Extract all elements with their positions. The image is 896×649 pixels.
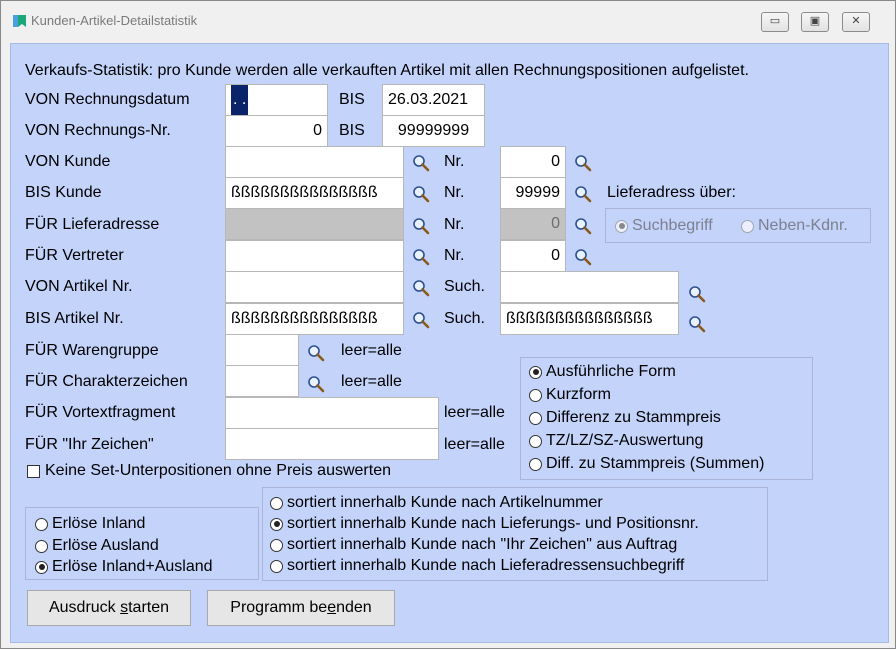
bis-kunde-label: BIS Kunde — [25, 184, 102, 201]
fuer-vertreter-nr-search-icon[interactable] — [574, 248, 592, 266]
von-kunde-input[interactable] — [225, 146, 404, 178]
radio-icon — [529, 458, 542, 471]
sort-option-ihr-zeichen[interactable]: sortiert innerhalb Kunde nach "Ihr Zeichen" aus Auftrag — [270, 535, 677, 555]
bis-artikel-nr-search-icon[interactable] — [412, 311, 430, 329]
format-option-diff-summen[interactable]: Diff. zu Stammpreis (Summen) — [529, 454, 764, 474]
fuer-lieferadresse-search-icon[interactable] — [412, 217, 430, 235]
fuer-lieferadresse-nr-input[interactable]: 0 — [500, 208, 566, 240]
bis-rechnungs-nr-label: BIS — [339, 122, 365, 139]
bis-artikel-such-input[interactable]: ßßßßßßßßßßßßßßß — [500, 303, 679, 335]
title-bar[interactable] — [1, 1, 895, 39]
fuer-lieferadresse-input[interactable] — [225, 208, 404, 240]
programm-beenden-button[interactable]: Programm beenden — [207, 590, 395, 626]
von-kunde-label: VON Kunde — [25, 153, 111, 170]
sort-option-lieferadressensuchbegriff[interactable]: sortiert innerhalb Kunde nach Lieferadressensuchbegriff — [270, 556, 684, 576]
format-option-ausfuehrliche-form[interactable]: Ausführliche Form — [529, 362, 676, 382]
bookmark-icon — [13, 14, 27, 28]
bis-kunde-nr-input[interactable]: 99999 — [500, 177, 566, 209]
sort-option-artikelnummer[interactable]: sortiert innerhalb Kunde nach Artikelnummer — [270, 493, 603, 513]
fuer-lieferadresse-nr-label: Nr. — [444, 216, 465, 233]
radio-icon — [529, 412, 542, 425]
von-artikel-such-search-icon[interactable] — [688, 285, 706, 303]
fuer-charakterzeichen-label: FÜR Charakterzeichen — [25, 373, 188, 390]
von-kunde-nr-search-icon[interactable] — [574, 154, 592, 172]
bis-artikel-nr-input[interactable]: ßßßßßßßßßßßßßßß — [225, 303, 404, 335]
format-option-tz-lz-sz[interactable]: TZ/LZ/SZ-Auswertung — [529, 431, 703, 451]
lieferadress-label: Lieferadress über: — [607, 184, 736, 201]
von-artikel-nr-label: VON Artikel Nr. — [25, 278, 133, 295]
close-button[interactable] — [842, 12, 870, 32]
bis-rechnungsdatum-input[interactable]: 26.03.2021 — [382, 84, 485, 116]
fuer-warengruppe-search-icon[interactable] — [307, 344, 325, 362]
radio-icon — [270, 539, 283, 552]
von-kunde-search-icon[interactable] — [412, 154, 430, 172]
von-rechnungs-nr-input[interactable]: 0 — [225, 115, 328, 147]
von-artikel-such-label: Such. — [444, 278, 485, 295]
von-kunde-nr-input[interactable]: 0 — [500, 146, 566, 178]
fuer-vertreter-label: FÜR Vertreter — [25, 247, 124, 264]
keine-set-unterpositionen-checkbox[interactable]: Keine Set-Unterpositionen ohne Preis auswerten — [27, 461, 391, 481]
fuer-charakterzeichen-hint: leer=alle — [341, 373, 402, 390]
von-artikel-nr-search-icon[interactable] — [412, 279, 430, 297]
fuer-ihr-zeichen-hint: leer=alle — [444, 436, 505, 453]
format-option-kurzform[interactable]: Kurzform — [529, 385, 611, 405]
radio-icon — [615, 220, 628, 233]
checkbox-icon — [27, 465, 40, 478]
lieferadress-option-neben-kdnr[interactable]: Neben-Kdnr. — [741, 216, 848, 236]
radio-icon — [529, 366, 542, 379]
ausdruck-starten-button[interactable]: Ausdruck starten — [27, 590, 191, 626]
erloese-option-ausland[interactable]: Erlöse Ausland — [35, 536, 159, 556]
fuer-vertreter-search-icon[interactable] — [412, 248, 430, 266]
fuer-vortextfragment-label: FÜR Vortextfragment — [25, 404, 176, 421]
von-kunde-nr-label: Nr. — [444, 153, 465, 170]
bis-artikel-nr-label: BIS Artikel Nr. — [25, 310, 124, 327]
radio-icon — [35, 540, 48, 553]
radio-icon — [270, 518, 283, 531]
maximize-icon: ▣ — [809, 15, 821, 27]
erloese-option-inland[interactable]: Erlöse Inland — [35, 514, 145, 534]
fuer-vertreter-nr-label: Nr. — [444, 247, 465, 264]
radio-icon — [35, 518, 48, 531]
bis-artikel-such-label: Such. — [444, 310, 485, 327]
maximize-button[interactable] — [801, 12, 829, 32]
dialog-body — [10, 43, 889, 643]
bis-kunde-nr-label: Nr. — [444, 184, 465, 201]
fuer-warengruppe-hint: leer=alle — [341, 342, 402, 359]
bis-kunde-search-icon[interactable] — [412, 185, 430, 203]
minimize-button[interactable] — [761, 12, 789, 32]
radio-icon — [270, 560, 283, 573]
fuer-vertreter-input[interactable] — [225, 240, 404, 272]
radio-icon — [529, 389, 542, 402]
window-title: Kunden-Artikel-Detailstatistik — [31, 13, 198, 28]
fuer-ihr-zeichen-label: FÜR "Ihr Zeichen" — [25, 436, 154, 453]
von-artikel-such-input[interactable] — [500, 271, 679, 303]
fuer-charakterzeichen-input[interactable] — [225, 365, 299, 397]
intro-text: Verkaufs-Statistik: pro Kunde werden alle verkauften Artikel mit allen Rechnungspositionen aufgelistet. — [25, 62, 749, 79]
fuer-vertreter-nr-input[interactable]: 0 — [500, 240, 566, 272]
bis-kunde-nr-search-icon[interactable] — [574, 185, 592, 203]
fuer-vortextfragment-input[interactable] — [225, 397, 439, 429]
von-rechnungs-nr-label: VON Rechnungs-Nr. — [25, 122, 171, 139]
radio-icon — [741, 220, 754, 233]
von-rechnungsdatum-input[interactable] — [225, 84, 328, 116]
fuer-charakterzeichen-search-icon[interactable] — [307, 375, 325, 393]
minimize-icon: ▭ — [769, 15, 781, 27]
fuer-ihr-zeichen-input[interactable] — [225, 428, 439, 460]
bis-rechnungs-nr-input[interactable]: 99999999 — [382, 115, 485, 147]
close-icon: ✕ — [851, 15, 861, 27]
fuer-lieferadresse-label: FÜR Lieferadresse — [25, 216, 160, 233]
radio-icon — [270, 497, 283, 510]
von-artikel-nr-input[interactable] — [225, 271, 404, 303]
fuer-warengruppe-label: FÜR Warengruppe — [25, 342, 159, 359]
format-option-differenz-stammpreis[interactable]: Differenz zu Stammpreis — [529, 408, 721, 428]
fuer-vortextfragment-hint: leer=alle — [444, 404, 505, 421]
bis-rechnungsdatum-label: BIS — [339, 91, 365, 108]
lieferadress-option-suchbegriff[interactable]: Suchbegriff — [615, 216, 713, 236]
erloese-option-inland-ausland[interactable]: Erlöse Inland+Ausland — [35, 557, 213, 577]
fuer-warengruppe-input[interactable] — [225, 334, 299, 366]
bis-kunde-input[interactable]: ßßßßßßßßßßßßßßß — [225, 177, 404, 209]
radio-icon — [35, 561, 48, 574]
bis-artikel-such-search-icon[interactable] — [688, 315, 706, 333]
von-rechnungsdatum-value: . . — [231, 85, 248, 115]
radio-icon — [529, 435, 542, 448]
von-rechnungsdatum-label: VON Rechnungsdatum — [25, 91, 190, 108]
sort-option-lieferungs-positionsnr[interactable]: sortiert innerhalb Kunde nach Lieferungs- und Positionsnr. — [270, 514, 699, 534]
fuer-lieferadresse-nr-search-icon[interactable] — [574, 217, 592, 235]
